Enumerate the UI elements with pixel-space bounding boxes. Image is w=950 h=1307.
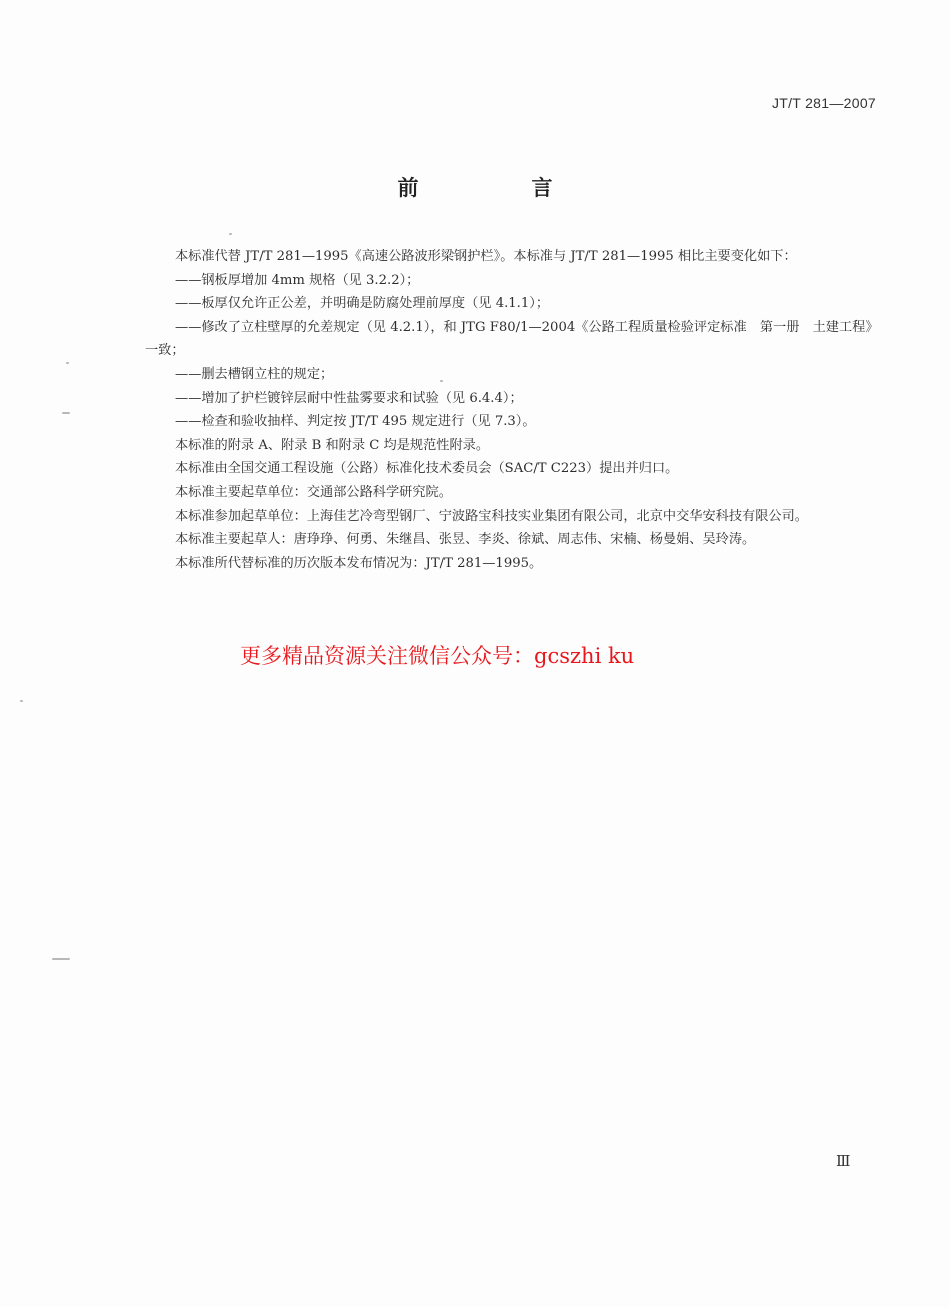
page-title: 前 言 [397,176,599,200]
promo-watermark-text: 更多精品资源关注微信公众号：gcszhi ku [240,644,635,668]
list-item: ——修改了立柱壁厚的允差规定（见 4.2.1），和 JTG F80/1—2004《公路工程质量检验评定标准 第一册 土建工程》一致； [145,319,879,359]
list-item: ——删去槽钢立柱的规定； [175,366,334,382]
list-item: ——检查和验收抽样、判定按 JT/T 495 规定进行（见 7.3）。 [175,414,536,430]
scan-speck [52,958,70,960]
scan-speck [440,380,443,382]
foreword-body [145,245,880,575]
paragraph-participating-units: 本标准参加起草单位：上海佳艺冷弯型钢厂、宁波路宝科技实业集团有限公司，北京中交华安科技有限公司。 [175,508,808,524]
paragraph-appendix: 本标准的附录 A、附录 B 和附录 C 均是规范性附录。 [175,437,490,453]
paragraph-replacement: 本标准代替 JT/T 281—1995《高速公路波形梁钢护栏》。本标准与 JT/T 281—1995 相比主要变化如下： [175,249,797,264]
scan-speck [66,362,69,364]
paragraph-main-drafter-unit: 本标准主要起草单位：交通部公路科学研究院。 [175,484,452,500]
document-code: JT/T 281—2007 [771,95,876,111]
scan-speck [20,700,23,702]
list-item: ——增加了护栏镀锌层耐中性盐雾要求和试验（见 6.4.4）； [175,390,523,406]
page-number: Ⅲ [836,1152,851,1170]
paragraph-history: 本标准所代替标准的历次版本发布情况为：JT/T 281—1995。 [175,555,543,571]
list-item: ——板厚仅允许正公差，并明确是防腐处理前厚度（见 4.1.1）； [175,296,550,312]
scan-speck [229,233,232,235]
list-item: ——钢板厚增加 4mm 规格（见 3.2.2）； [175,272,420,288]
scan-speck [62,412,70,414]
paragraph-drafters: 本标准主要起草人：唐琤琤、何勇、朱继昌、张昱、李炎、徐斌、周志伟、宋楠、杨曼娟、吴玲涛。 [175,532,756,548]
paragraph-proposer: 本标准由全国交通工程设施（公路）标准化技术委员会（SAC/T C223）提出并归口。 [175,461,679,477]
